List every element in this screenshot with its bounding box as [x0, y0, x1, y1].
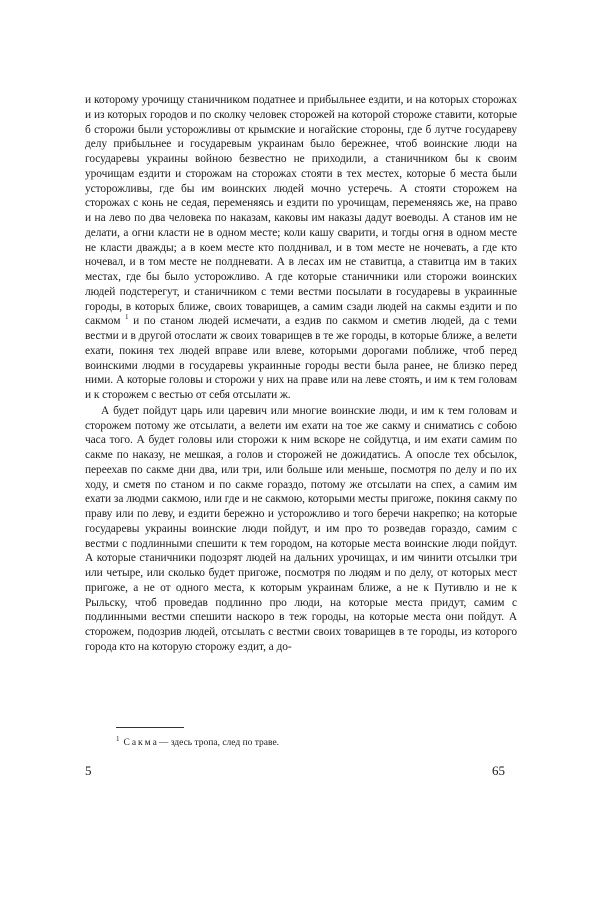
footnote-reference: 1 — [125, 313, 129, 322]
paragraph-1-part-b: и по станом людей исмечати, а ездив по сакмом и сметив людей, да с теми вестми и в другой отослати ж своих товарищев в те же городы, в которые ближе, а велети ехати, покиня тех людей вправе или влеве, которыми дорогами поближе, чтоб перед воинскими людми в государевы украинные городы вести была ранее, не близко перед ними. А которые головы и сторожи у них на праве или на леве стоять, и им к тем головам и к сторожем с вестью от себя отсылати ж. — [85, 315, 517, 401]
paragraph-1 — [85, 93, 517, 403]
signature-mark: 5 — [85, 763, 92, 778]
footnote — [116, 734, 516, 749]
footnote-divider — [116, 727, 184, 728]
main-text — [85, 93, 517, 655]
paragraph-2: А будет пойдут царь или царевич или многие воинские люди, и им к тем головам и сторожем потому же отсылати, а велети им ехати на тое же сакму и сниматись с собою часа того. А будет головы или сторожи к ним вскоре не сойдутца, и им ехати самим по сакме по наказу, не мешкая, а голов и сторожей не дожидатись. А опосле тех обсылок, переехав по сакме дни два, или три, или больше или меньше, посмотря по делу и по их ходу, и сметя по станом и по сакме гораздо, потому же отсылати на спех, а самим им ехати за людми сакмою, или где и не сакмою, которыми месты пригоже, покиня сакму по праву или по леву, и ездити бережно и усторожливо и того беречи накрепко; на которые государевы украины воинские люди пойдут, и им про то розведав гораздо, самим с вестми с подлинными спешити к тем городом, на которые места воинские люди пойдут. А которые станичники подозрят людей на дальних урочищах, и им чинити отсылки три или четыре, или сколько будет пригоже, посмотря по людям и по делу, от которых мест пригоже, а не от одного места, к которым украинам ближе, а не к Путивлю и не к Рыльску, чтоб проведав подлинно про люди, на которые места придут, самим с подлинными вестми спешити наскоро в теж городы, на которые места они пойдут. А сторожем, подозрив людей, отсылать с вестми своих товарищев в те городы, из которого города кто на которую сторожу ездит, а до- — [85, 404, 517, 653]
footnote-text: — здесь тропа, след по траве. — [158, 738, 280, 748]
footnote-mark: 1 — [116, 734, 120, 743]
page-number: 65 — [492, 763, 505, 778]
paragraph-1-part-a: и которому урочищу станичником податнее и прибыльнее ездити, и на которых сторожах и из которых городов и по сколку человек сторожей на которой стороже ставити, которые б сторожи были усторожливы от крымские и ногайские стороны, где б лутче государеву делу прибыльнее и государевым украинам было бережнее, чтоб воинские люди на государевы украины войною безвестно не приходили, а станичником бы к своим урочищам ездити и сторожам на сторожах стояти в тех местех, которые б места были усторожливы, где бы им воинских людей мочно устеречь. А стояти сторожем на сторожах с конь не седая, переменяясь и ездити по урочищам, переменяясь же, на право и на лево по два человека по наказам, каковы им наказы дадут воеводы. А станов им не делати, а огни класти не в одном месте; коли кашу сварити, и тогды огня в одном месте не класти дважды; а в коем месте кто полднивал, и в том месте не ночевать, а где кто ночевал, и в том месте не полдневати. А в лесах им не ставитца, а ставитца им в таких местах, где бы было усторожливо. А где которые станичники или сторожи воинских людей подстерегут, и станичником с теми вестми посылати в государевы в украинные городы, в которых ближе, своих товарищев, а самим сзади людей на сакмы ездити и по сакмом — [85, 94, 517, 328]
footnote-term: Сакма — [123, 738, 159, 748]
